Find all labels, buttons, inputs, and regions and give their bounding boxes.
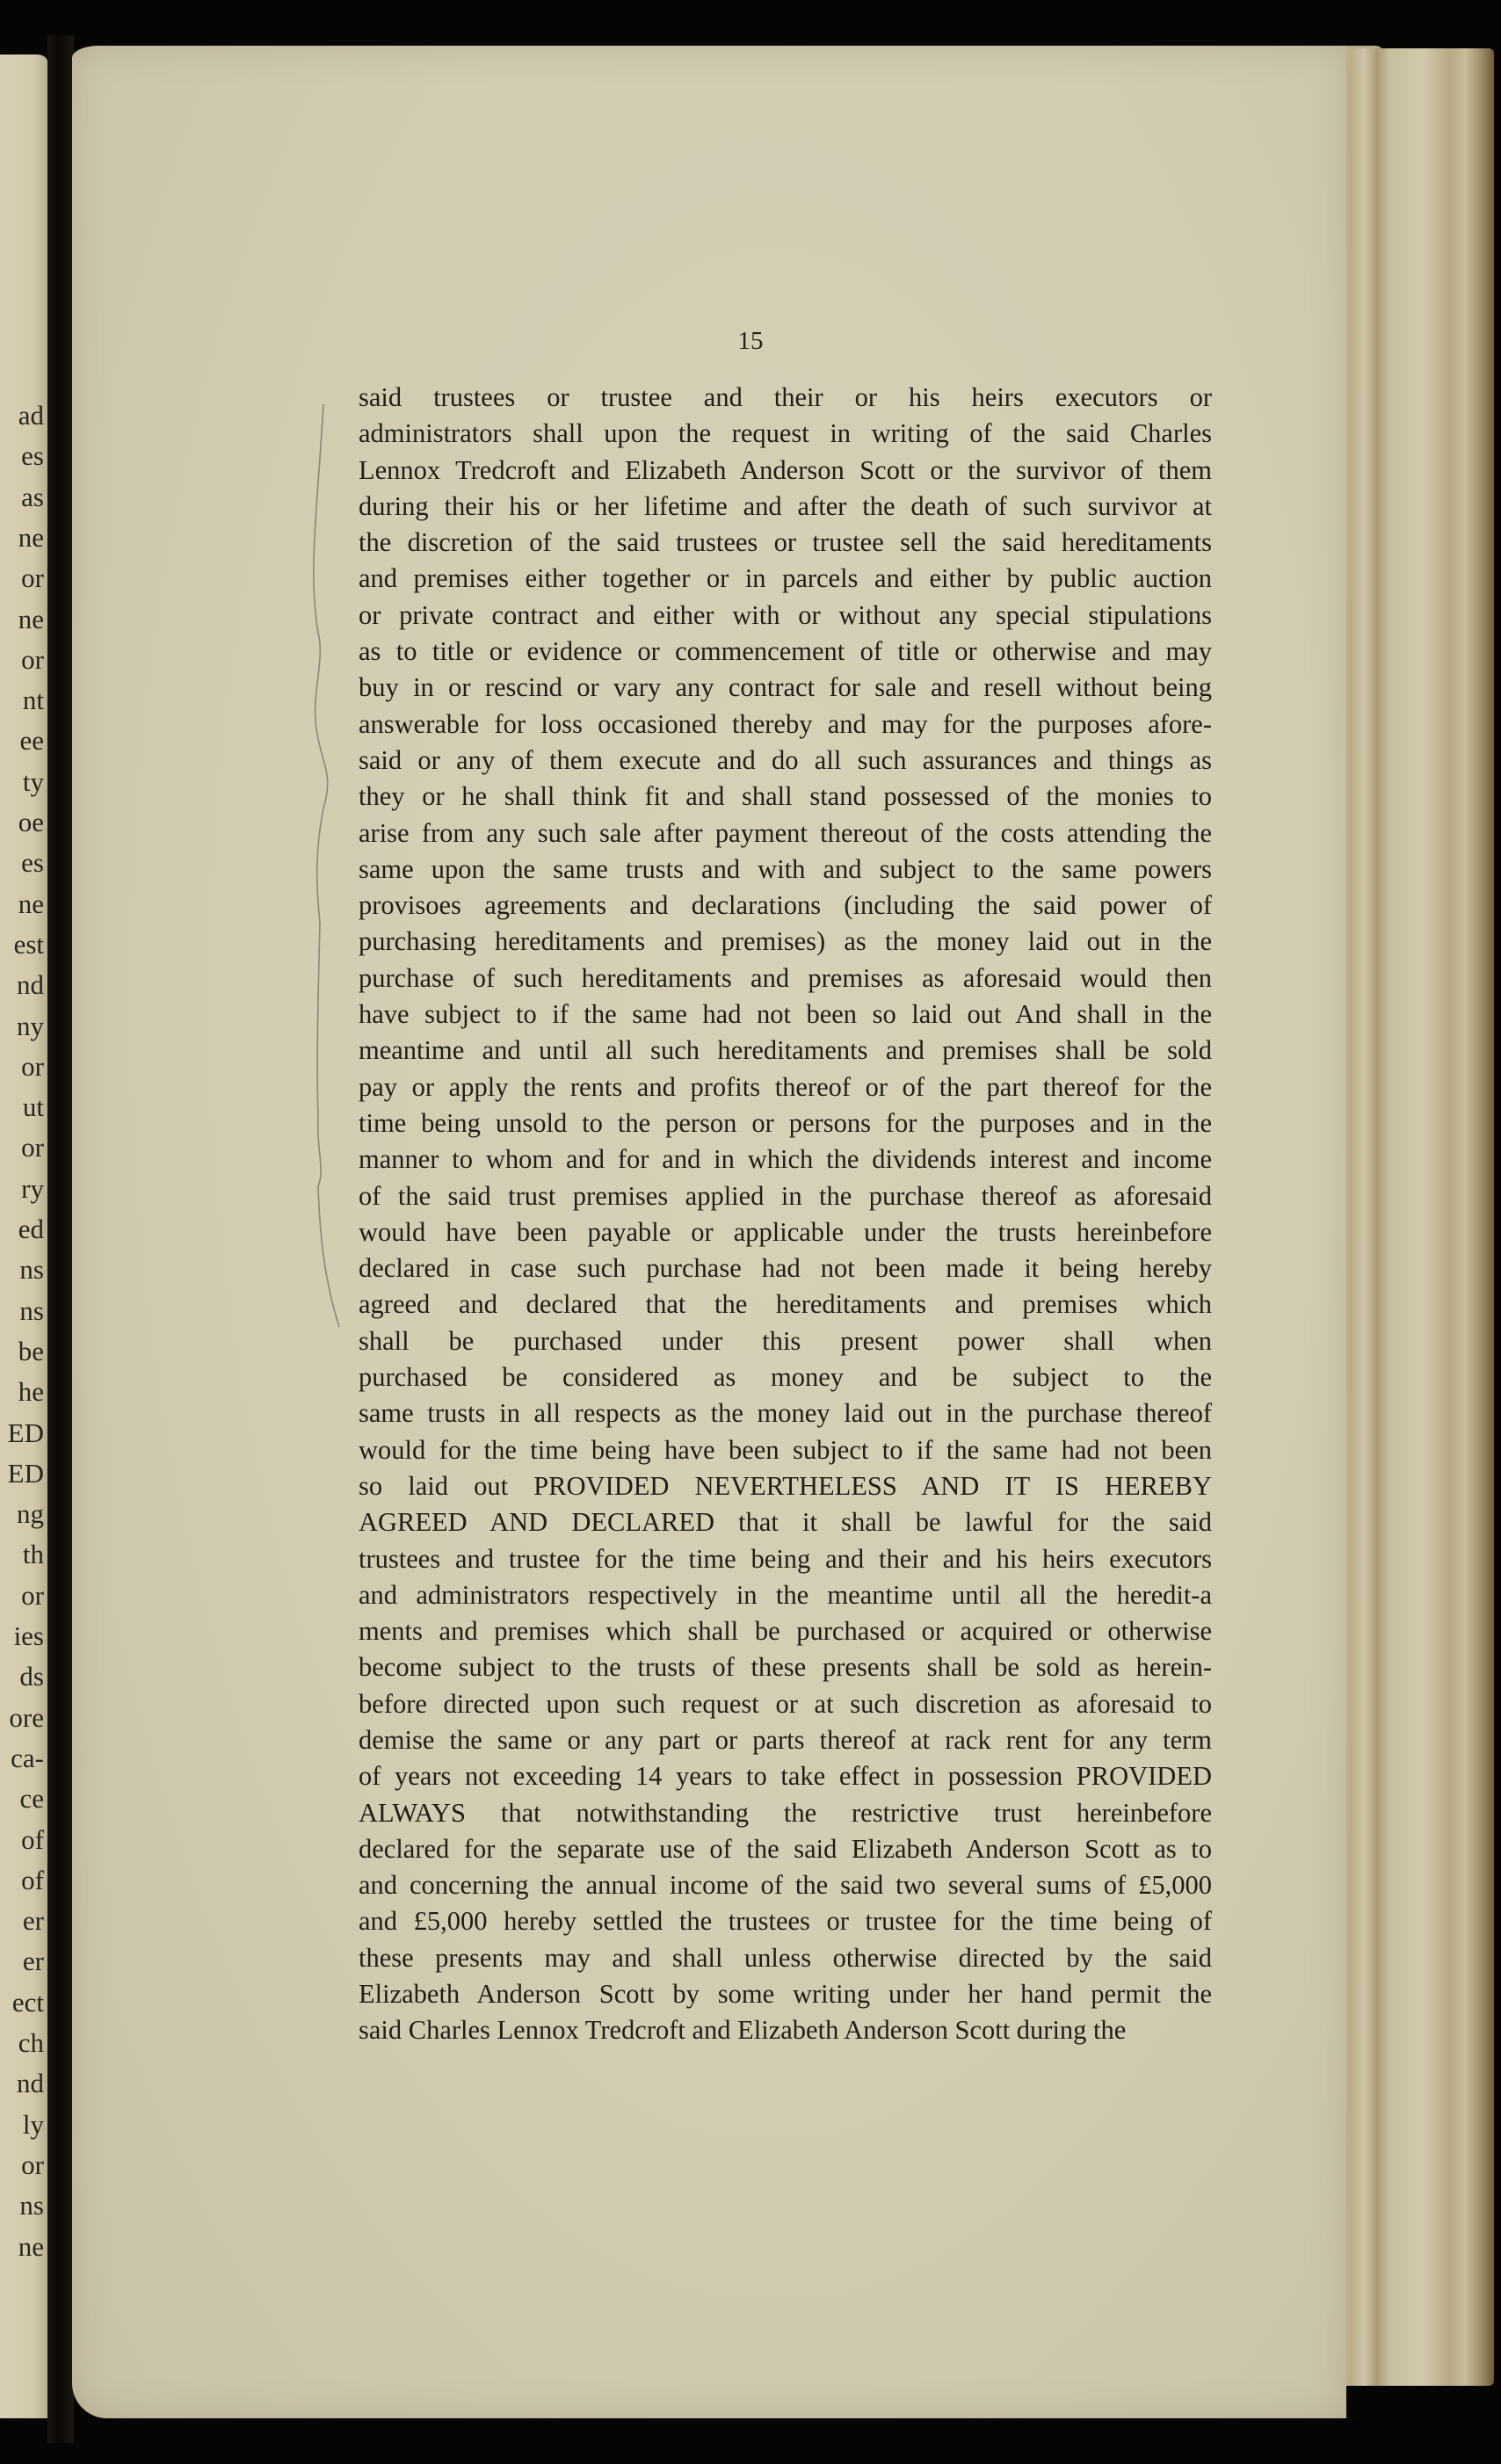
facing-page-fragment: ca- bbox=[11, 1742, 44, 1773]
text-line: have subject to if the same had not been so laid out And shall in the bbox=[359, 999, 1212, 1030]
facing-page-fragment: es bbox=[21, 440, 44, 472]
text-line: pay or apply the rents and profits thereof or of the part thereof for the bbox=[359, 1071, 1212, 1102]
text-line: Elizabeth Anderson Scott by some writing under her hand permit the bbox=[359, 1979, 1212, 2010]
facing-page-fragment: ad bbox=[18, 400, 44, 431]
text-line: shall be purchased under this present power shall when bbox=[359, 1325, 1212, 1356]
facing-page-fragment: er bbox=[22, 1946, 44, 1977]
text-line: Lennox Tredcroft and Elizabeth Anderson Scott or the survivor of them bbox=[359, 454, 1212, 485]
text-line: answerable for loss occasioned thereby and may for the purposes afore- bbox=[359, 708, 1212, 739]
text-line: and concerning the annual income of the said two several sums of £5,000 bbox=[359, 1870, 1212, 1901]
text-line: would have been payable or applicable under the trusts hereinbefore bbox=[359, 1216, 1212, 1247]
text-line: declared for the separate use of the said Elizabeth Anderson Scott as to bbox=[359, 1833, 1212, 1864]
text-line: ments and premises which shall be purchased or acquired or otherwise bbox=[359, 1616, 1212, 1647]
facing-page-fragment: ry bbox=[21, 1172, 44, 1204]
facing-page-fragment: nd bbox=[17, 2068, 44, 2099]
page-stack-edge bbox=[1336, 48, 1494, 2386]
facing-page-fragment: ne bbox=[18, 888, 44, 919]
text-line: would for the time being have been subject to if the same had not been bbox=[359, 1434, 1212, 1465]
text-line: purchased be considered as money and be subject to the bbox=[359, 1362, 1212, 1393]
facing-page-fragment: ee bbox=[19, 725, 44, 757]
text-line: become subject to the trusts of these presents shall be sold as herein- bbox=[359, 1652, 1212, 1683]
facing-page-fragment: of bbox=[21, 1823, 44, 1855]
text-line: purchasing hereditaments and premises) as the money laid out in the bbox=[359, 926, 1212, 957]
document-body bbox=[359, 380, 1212, 2049]
facing-page-fragment: ns bbox=[19, 1254, 44, 1286]
facing-page-fragment: est bbox=[13, 928, 44, 960]
text-line: or private contract and either with or without any special stipulations bbox=[359, 599, 1212, 630]
facing-page-fragment: ds bbox=[19, 1661, 44, 1692]
text-line: said trustees or trustee and their or his heirs executors or bbox=[359, 382, 1212, 412]
facing-page-fragment: ED bbox=[7, 1417, 44, 1448]
facing-page-fragment: or bbox=[21, 1050, 44, 1082]
text-line: so laid out PROVIDED NEVERTHELESS AND IT IS HEREBY bbox=[359, 1470, 1212, 1501]
facing-page-fragment: ne bbox=[18, 521, 44, 553]
text-line: they or he shall think fit and shall stand possessed of the monies to bbox=[359, 781, 1212, 812]
facing-page-fragment: be bbox=[18, 1335, 44, 1366]
book-gutter bbox=[47, 35, 74, 2443]
text-line: as to title or evidence or commencement of title or otherwise and may bbox=[359, 636, 1212, 667]
text-line: and £5,000 hereby settled the trustees or trustee for the time being of bbox=[359, 1906, 1212, 1937]
text-line: arise from any such sale after payment thereout of the costs attending the bbox=[359, 817, 1212, 848]
text-line: trustees and trustee for the time being and their and his heirs executors bbox=[359, 1543, 1212, 1574]
facing-page-fragment: ns bbox=[19, 1294, 44, 1326]
text-line: these presents may and shall unless otherwise directed by the said bbox=[359, 1942, 1212, 1973]
text-line: before directed upon such request or at such discretion as aforesaid to bbox=[359, 1688, 1212, 1719]
page-number: 15 bbox=[737, 327, 764, 355]
text-line: and premises either together or in parcels and either by public auction bbox=[359, 563, 1212, 594]
text-line: the discretion of the said trustees or trustee sell the said hereditaments bbox=[359, 527, 1212, 558]
text-line: agreed and declared that the hereditaments and premises which bbox=[359, 1289, 1212, 1320]
text-line: purchase of such hereditaments and premises as aforesaid would then bbox=[359, 962, 1212, 993]
facing-page-fragment: ut bbox=[22, 1091, 44, 1123]
facing-page-fragment: ED bbox=[7, 1457, 44, 1489]
text-line: administrators shall upon the request in writing of the said Charles bbox=[359, 418, 1212, 449]
facing-page-fragment: ns bbox=[19, 2190, 44, 2221]
facing-page-fragment: ly bbox=[22, 2108, 44, 2140]
facing-page-fragment: oe bbox=[18, 807, 44, 837]
text-line: same trusts in all respects as the money laid out in the purchase thereof bbox=[359, 1398, 1212, 1429]
facing-page-fragment: ce bbox=[19, 1783, 44, 1815]
text-line: said or any of them execute and do all such assurances and things as bbox=[359, 744, 1212, 775]
text-line: during their his or her lifetime and after the death of such survivor at bbox=[359, 490, 1212, 521]
facing-page-fragment: as bbox=[21, 481, 44, 512]
facing-page-fragment: es bbox=[21, 847, 44, 879]
text-line: AGREED AND DECLARED that it shall be lawful for the said bbox=[359, 1507, 1212, 1538]
facing-page-fragment: of bbox=[21, 1864, 44, 1895]
text-line: said Charles Lennox Tredcroft and Elizabeth Anderson Scott during the bbox=[359, 2015, 1127, 2046]
text-line: of the said trust premises applied in the purchase thereof as aforesaid bbox=[359, 1180, 1212, 1211]
facing-page-fragment: nt bbox=[22, 685, 44, 716]
text-line: same upon the same trusts and with and subject to the same powers bbox=[359, 853, 1212, 884]
facing-page-fragment: or bbox=[21, 643, 44, 675]
facing-page-fragment: ny bbox=[17, 1010, 44, 1041]
facing-page-fragment: or bbox=[21, 1132, 44, 1163]
facing-page-fragment: er bbox=[22, 1905, 44, 1937]
text-line: buy in or rescind or vary any contract for sale and resell without being bbox=[359, 672, 1212, 703]
text-line: time being unsold to the person or persons for the purposes and in the bbox=[359, 1107, 1212, 1138]
facing-page-fragment: ed bbox=[18, 1214, 44, 1244]
text-line: declared in case such purchase had not been made it being hereby bbox=[359, 1253, 1212, 1284]
facing-page-fragment: or bbox=[21, 2149, 44, 2180]
facing-page-fragment: he bbox=[18, 1376, 44, 1408]
text-line: and administrators respectively in the meantime until all the heredit-a bbox=[359, 1579, 1212, 1610]
text-line: of years not exceeding 14 years to take effect in possession PROVIDED bbox=[359, 1761, 1212, 1792]
facing-page-fragment: ore bbox=[9, 1701, 44, 1733]
pencil-margin-mark bbox=[299, 395, 352, 1450]
facing-page-fragment: nd bbox=[17, 969, 44, 1001]
text-line: demise the same or any part or parts thereof at rack rent for any term bbox=[359, 1724, 1212, 1755]
text-line: meantime and until all such hereditaments and premises shall be sold bbox=[359, 1035, 1212, 1066]
facing-page-fragment: ies bbox=[13, 1620, 44, 1651]
facing-page-fragment: ng bbox=[17, 1498, 44, 1530]
text-line: provisoes agreements and declarations (including the said power of bbox=[359, 890, 1212, 921]
facing-page-fragment: ne bbox=[18, 603, 44, 634]
facing-page-fragment: or bbox=[21, 562, 44, 594]
facing-page-fragment: or bbox=[21, 1579, 44, 1611]
text-line: manner to whom and for and in which the dividends interest and income bbox=[359, 1144, 1212, 1175]
facing-page-fragment: ne bbox=[18, 2230, 44, 2262]
facing-page-fragment: ect bbox=[11, 1986, 44, 2018]
facing-page bbox=[0, 54, 47, 2418]
facing-page-fragment: ch bbox=[18, 2027, 44, 2058]
facing-page-fragment: th bbox=[22, 1539, 44, 1570]
text-line: ALWAYS that notwithstanding the restrictive trust hereinbefore bbox=[359, 1797, 1212, 1828]
facing-page-fragment: ty bbox=[22, 765, 44, 797]
